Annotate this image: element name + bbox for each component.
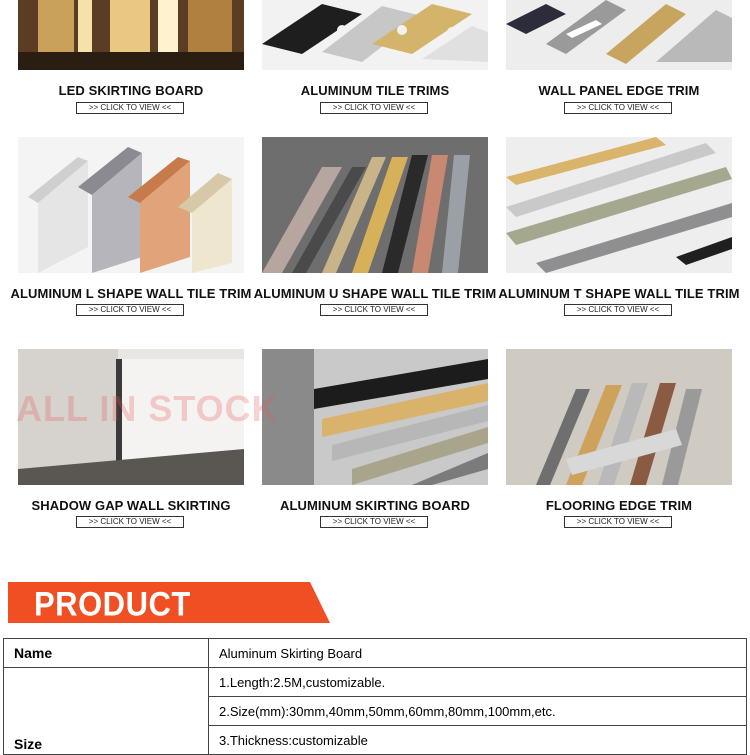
click-to-view-button[interactable]: >> CLICK TO VIEW << bbox=[564, 516, 672, 528]
product-title: FLOORING EDGE TRIM bbox=[545, 498, 693, 513]
table-row bbox=[4, 639, 747, 668]
product-title: ALUMINUM T SHAPE WALL TILE TRIM bbox=[498, 286, 740, 301]
product-title: ALUMINUM L SHAPE WALL TILE TRIM bbox=[10, 286, 252, 301]
click-to-view-button[interactable]: >> CLICK TO VIEW << bbox=[564, 102, 672, 114]
click-to-view-button[interactable]: >> CLICK TO VIEW << bbox=[320, 516, 428, 528]
product-title: ALUMINUM SKIRTING BOARD bbox=[279, 498, 471, 513]
spec-key-name: Name bbox=[4, 639, 209, 668]
product-title: ALUMINUM U SHAPE WALL TILE TRIM bbox=[253, 286, 497, 301]
product-title: LED SKIRTING BOARD bbox=[58, 83, 204, 98]
table-row bbox=[4, 668, 747, 697]
product-title: SHADOW GAP WALL SKIRTING bbox=[31, 498, 231, 513]
spec-value-size: 1.Length:2.5M,customizable. bbox=[209, 668, 747, 697]
spec-table bbox=[3, 638, 747, 755]
click-to-view-button[interactable]: >> CLICK TO VIEW << bbox=[76, 516, 184, 528]
click-to-view-button[interactable]: >> CLICK TO VIEW << bbox=[564, 304, 672, 316]
product-image[interactable] bbox=[262, 0, 488, 70]
product-title: WALL PANEL EDGE TRIM bbox=[538, 83, 700, 98]
click-to-view-button[interactable]: >> CLICK TO VIEW << bbox=[320, 102, 428, 114]
product-image[interactable] bbox=[506, 137, 732, 273]
click-to-view-button[interactable]: >> CLICK TO VIEW << bbox=[320, 304, 428, 316]
product-image[interactable] bbox=[262, 137, 488, 273]
section-title: PRODUCT bbox=[34, 584, 191, 624]
product-image[interactable] bbox=[18, 137, 244, 273]
product-section-banner bbox=[8, 582, 332, 623]
click-to-view-button[interactable]: >> CLICK TO VIEW << bbox=[76, 102, 184, 114]
product-image[interactable] bbox=[262, 349, 488, 485]
product-image[interactable] bbox=[506, 0, 732, 70]
spec-value-size: 3.Thickness:customizable bbox=[209, 726, 747, 755]
product-image[interactable] bbox=[18, 0, 244, 70]
product-image[interactable] bbox=[506, 349, 732, 485]
product-image[interactable] bbox=[18, 349, 244, 485]
spec-value-name: Aluminum Skirting Board bbox=[209, 639, 747, 668]
spec-key-size: Size bbox=[4, 668, 209, 755]
watermark-text: ALL IN STOCK bbox=[16, 388, 279, 429]
spec-value-size: 2.Size(mm):30mm,40mm,50mm,60mm,80mm,100mm,etc. bbox=[209, 697, 747, 726]
click-to-view-button[interactable]: >> CLICK TO VIEW << bbox=[76, 304, 184, 316]
product-title: ALUMINUM TILE TRIMS bbox=[300, 83, 450, 98]
